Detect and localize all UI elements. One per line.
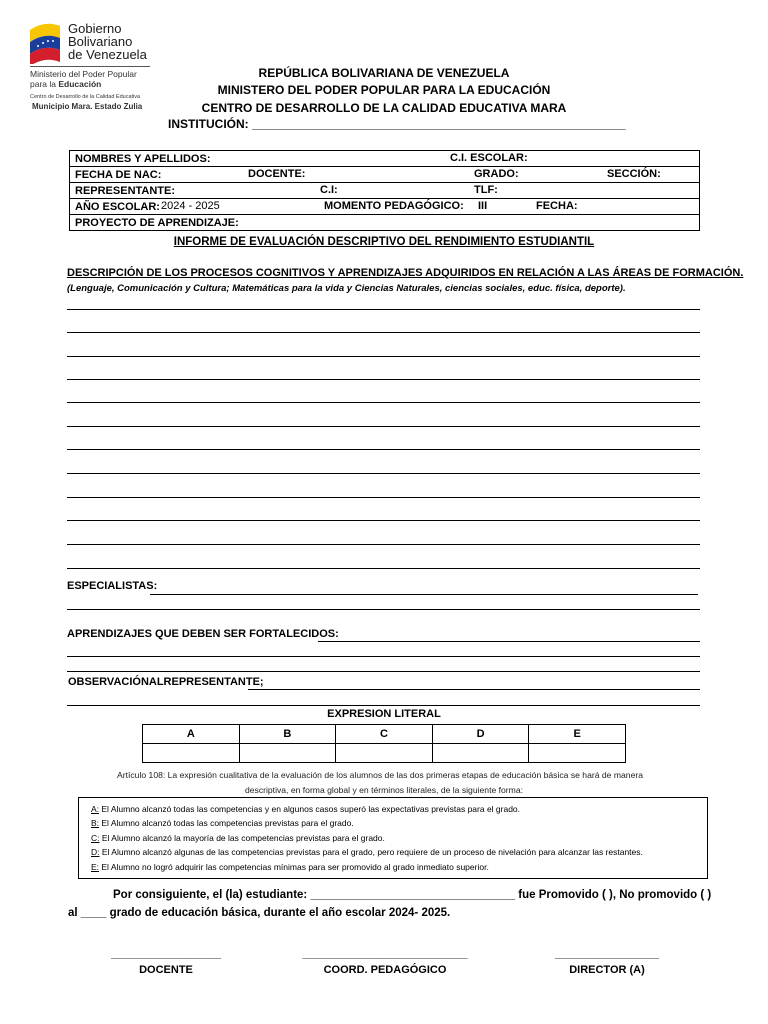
student-info-table xyxy=(69,150,700,231)
literal-cell-c[interactable] xyxy=(336,744,433,763)
school-year-row[interactable]: AÑO ESCOLAR: 2024 - 2025 MOMENTO PEDAGÓGICO: III FECHA: xyxy=(70,199,700,215)
literal-header-a: A xyxy=(143,725,240,744)
project-row[interactable]: PROYECTO DE APRENDIZAJE: xyxy=(70,215,700,231)
teacher-signature-line[interactable]: __________________ xyxy=(110,948,222,960)
specialists-input-line[interactable] xyxy=(150,594,698,595)
institution-field[interactable]: INSTITUCIÓN: ________________________________________________________ xyxy=(168,117,626,131)
writing-line[interactable] xyxy=(67,379,700,380)
literal-title: EXPRESION LITERAL xyxy=(327,708,441,720)
observation-input-line[interactable] xyxy=(248,689,700,690)
literal-cell-a[interactable] xyxy=(143,744,240,763)
venezuela-flag-icon xyxy=(28,16,62,64)
legend-item-d: D: El Alumno alcanzó algunas de las competencias previstas para el grado, pero requiere de un proceso de nivelación para alcanzar las restantes. xyxy=(91,847,643,857)
representative-row[interactable]: REPRESENTANTE: C.I: TLF: xyxy=(70,183,700,199)
teacher-label: DOCENTE xyxy=(139,964,193,976)
writing-line[interactable] xyxy=(67,356,700,357)
header-line-1: REPÚBLICA BOLIVARIANA DE VENEZUELA xyxy=(258,66,510,80)
ministry-logo xyxy=(28,14,158,112)
writing-line[interactable] xyxy=(67,656,700,657)
logo-text: Gobierno Bolivariano de Venezuela xyxy=(68,21,147,62)
writing-line[interactable] xyxy=(67,671,700,672)
legend-item-b: B: El Alumno alcanzó todas las competencias previstas para el grado. xyxy=(91,818,354,828)
logo-municipality: Municipio Mara. Estado Zulia xyxy=(32,102,143,111)
literal-table xyxy=(142,724,626,763)
literal-cell-b[interactable] xyxy=(239,744,336,763)
header-line-3: CENTRO DE DESARROLLO DE LA CALIDAD EDUCATIVA MARA xyxy=(201,101,567,115)
description-subtitle: (Lenguaje, Comunicación y Cultura; Matemáticas para la vida y Ciencias Naturales, ciencias sociales, educ. física, deporte). xyxy=(67,283,626,294)
writing-line[interactable] xyxy=(67,402,700,403)
writing-line[interactable] xyxy=(67,544,700,545)
writing-line[interactable] xyxy=(67,309,700,310)
legend-item-c: C: El Alumno alcanzó la mayoría de las competencias previstas para el grado. xyxy=(91,833,385,843)
writing-line[interactable] xyxy=(67,568,700,569)
literal-cell-d[interactable] xyxy=(432,744,529,763)
names-row[interactable]: NOMBRES Y APELLIDOS: C.I. ESCOLAR: xyxy=(70,151,700,167)
literal-header-e: E xyxy=(529,725,626,744)
article-line-2: descriptiva, en forma global y en términos literales, de la siguiente forma: xyxy=(244,785,523,795)
observation-label: OBSERVACIÓNALREPRESENTANTE; xyxy=(68,676,264,688)
legend-item-a: A: El Alumno alcanzó todas las competencias y en algunos casos superó las expectativas previstas para el grado. xyxy=(91,804,521,814)
director-label: DIRECTOR (A) xyxy=(569,964,645,976)
logo-center: Centro de Desarrollo de la Calidad Educativa xyxy=(30,94,141,100)
literal-header-c: C xyxy=(336,725,433,744)
learning-label: APRENDIZAJES QUE DEBEN SER FORTALECIDOS: xyxy=(67,628,339,640)
writing-line[interactable] xyxy=(67,473,700,474)
writing-line[interactable] xyxy=(67,609,700,610)
coordinator-label: COORD. PEDAGÓGICO xyxy=(323,964,447,976)
conclusion-line-1[interactable]: Por consiguiente, el (la) estudiante: ________________________________ fue Promovido ( ), No promovido ( ) xyxy=(113,889,712,901)
learning-input-line[interactable] xyxy=(318,641,700,642)
logo-ministry: Ministerio del Poder Popular para la Educación xyxy=(30,69,137,89)
writing-line[interactable] xyxy=(67,520,700,521)
birthdate-row[interactable]: FECHA DE NAC: DOCENTE: GRADO: SECCIÓN: xyxy=(70,167,700,183)
conclusion-line-2[interactable]: al ____ grado de educación básica, durante el año escolar 2024- 2025. xyxy=(68,907,451,919)
legend-item-e: E: El Alumno no logró adquirir las competencias mínimas para ser promovido al grado inmediato superior. xyxy=(91,862,489,872)
writing-line[interactable] xyxy=(67,426,700,427)
writing-line[interactable] xyxy=(67,497,700,498)
writing-line[interactable] xyxy=(67,332,700,333)
literal-cell-e[interactable] xyxy=(529,744,626,763)
legend-box xyxy=(78,797,708,879)
specialists-label: ESPECIALISTAS: xyxy=(67,580,158,592)
article-line-1: Artículo 108: La expresión cualitativa de la evaluación de los alumnos de las dos primeras etapas de educación básica se hará de manera xyxy=(117,770,643,780)
header-line-2: MINISTERO DEL PODER POPULAR PARA LA EDUCACIÓN xyxy=(217,83,551,97)
description-title: DESCRIPCIÓN DE LOS PROCESOS COGNITIVOS Y APRENDIZAJES ADQUIRIDOS EN RELACIÓN A LAS ÁREAS DE FORMACIÓN. xyxy=(67,267,744,279)
writing-line[interactable] xyxy=(67,449,700,450)
director-signature-line[interactable]: _________________ xyxy=(554,948,659,960)
coordinator-signature-line[interactable]: ___________________________ xyxy=(302,948,468,960)
literal-header-d: D xyxy=(432,725,529,744)
writing-line[interactable] xyxy=(67,705,700,706)
literal-header-b: B xyxy=(239,725,336,744)
report-title: INFORME DE EVALUACIÓN DESCRIPTIVO DEL RENDIMIENTO ESTUDIANTIL xyxy=(173,236,595,248)
